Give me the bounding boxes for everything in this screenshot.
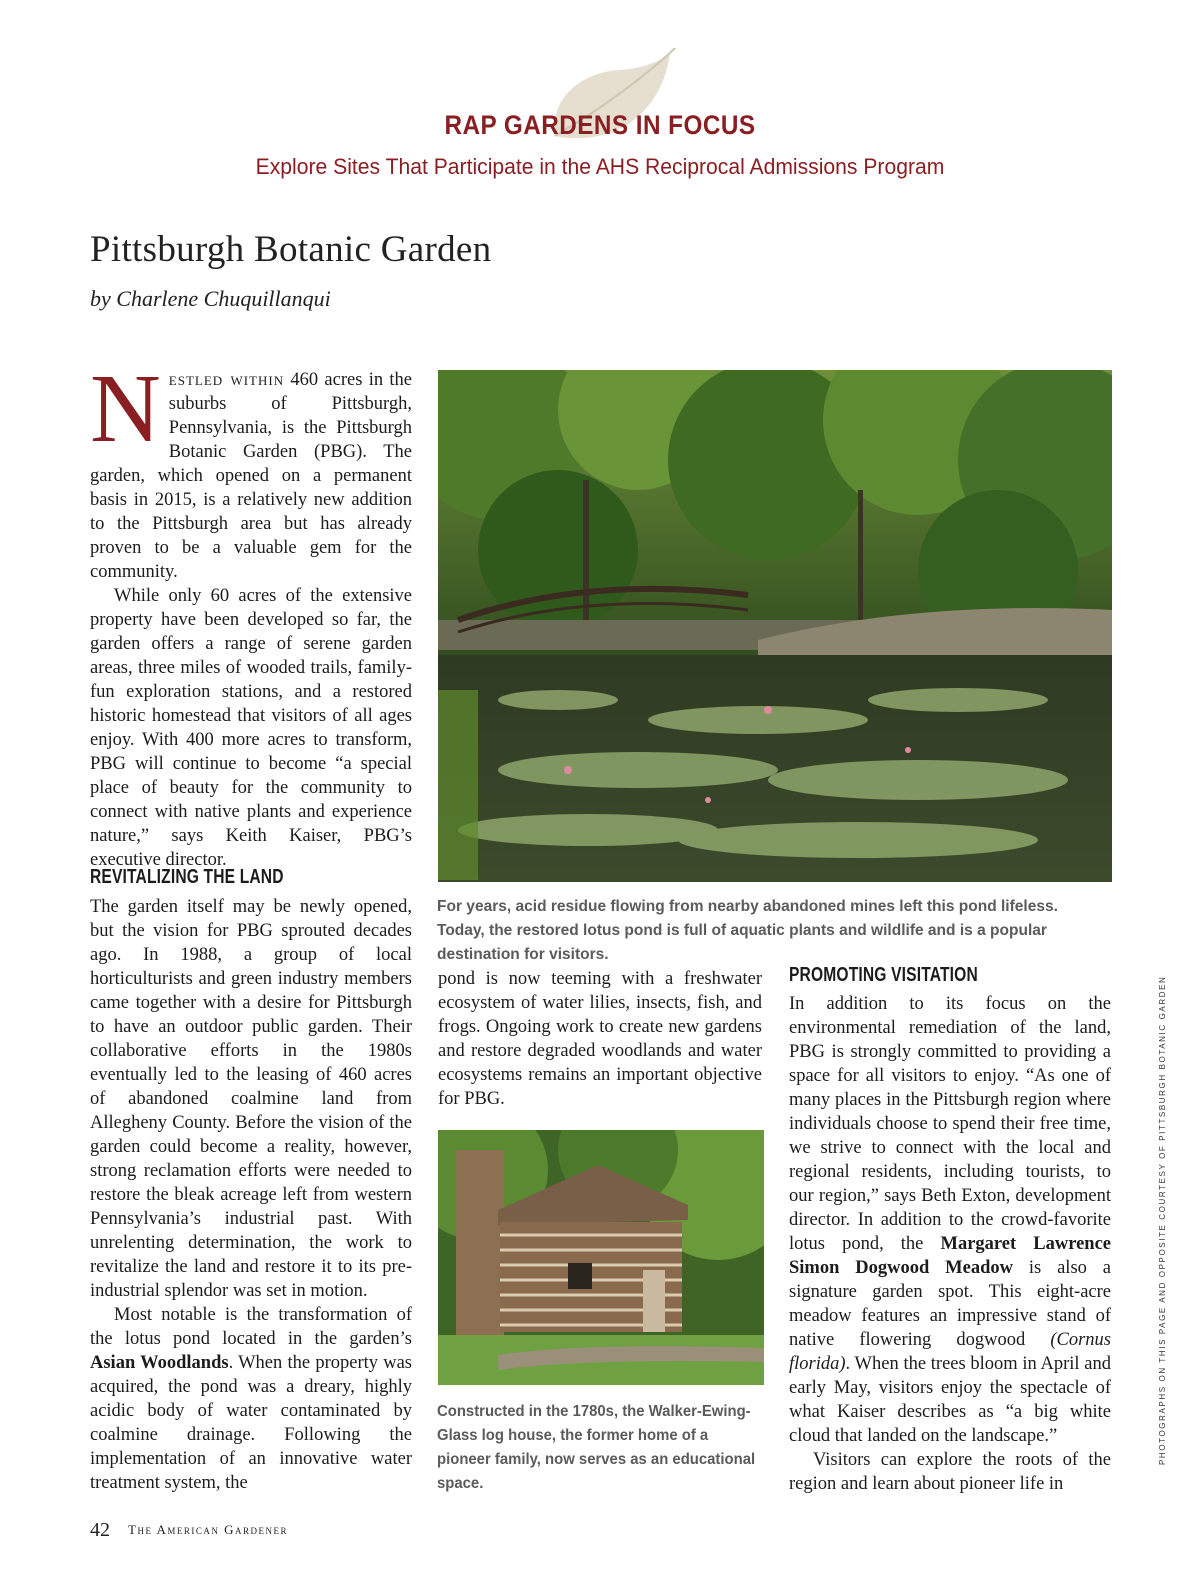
section-heading-promoting: PROMOTING VISITATION bbox=[789, 964, 978, 986]
pond-caption: For years, acid residue flowing from nearby abandoned mines left this pond lifeless. Today, the restored lotus pond is full of aquatic plants and wildlife and is a popular destination for visitors. bbox=[437, 898, 1058, 963]
drop-cap: N bbox=[90, 355, 161, 463]
cornus-florida-italic: (Cornus florida) bbox=[789, 1330, 1111, 1374]
paragraph-7: Visitors can explore the roots of the region and learn about pioneer life in bbox=[789, 1450, 1111, 1494]
byline: by Charlene Chuquillanqui bbox=[90, 286, 331, 311]
photo-credit: PHOTOGRAPHS ON THIS PAGE AND OPPOSITE COURTESY OF PITTSBURGH BOTANIC GARDEN bbox=[1158, 975, 1167, 1465]
left-column-lower bbox=[90, 895, 412, 1495]
log-house-caption: Constructed in the 1780s, the Walker-Ewing-Glass log house, the former home of a pioneer family, now serves as an educational space. bbox=[437, 1403, 756, 1492]
paragraph-4-text: Most notable is the transformation of the lotus pond located in the garden’s bbox=[90, 1305, 412, 1349]
paragraph-6-mid: is also a signature garden spot. This eight-acre meadow features an impressive stand of native flowering dogwood bbox=[789, 1258, 1111, 1350]
log-house-photo bbox=[438, 1130, 764, 1385]
asian-woodlands-bold: Asian Woodlands bbox=[90, 1353, 229, 1373]
right-column bbox=[789, 992, 1111, 1496]
magazine-name: The American Gardener bbox=[128, 1522, 288, 1537]
article-title: Pittsburgh Botanic Garden bbox=[90, 229, 492, 270]
section-title: RAP GARDENS IN FOCUS bbox=[444, 110, 756, 140]
intro-smallcaps: estled within bbox=[168, 370, 285, 390]
intro-text: 460 acres in the suburbs of Pittsburgh, Pennsylvania, is the Pittsburgh Botanic Garden (PBG). The garden, which opened on a permanent basis in 2015, is a relatively new addition to the Pittsburgh area but has already proven to be a valuable gem for the community. bbox=[90, 370, 412, 582]
paragraph-6 bbox=[789, 992, 1111, 1448]
paragraph-4-end: . When the property was acquired, the pond was a dreary, highly acidic body of water contaminated by coalmine drainage. Following the implementation of an innovative water treatment system, the bbox=[90, 1353, 412, 1493]
paragraph-2: While only 60 acres of the extensive property have been developed so far, the garden offers a range of serene garden areas, three miles of wooded trails, family-fun exploration stations, and a restored historic homestead that visitors of all ages enjoy. With 400 more acres to transform, PBG will continue to become “a special place of beauty for the community to connect with native plants and experience nature,” says Keith Kaiser, PBG’s executive director. bbox=[90, 586, 412, 870]
paragraph-6-end: . When the trees bloom in April and early May, visitors enjoy the spectacle of what Kaiser describes as “a big white cloud that landed on the landscape.” bbox=[789, 1354, 1111, 1446]
middle-column bbox=[438, 967, 762, 1111]
intro-column bbox=[90, 355, 412, 872]
page-number: 42 bbox=[90, 1519, 110, 1541]
section-heading-revitalizing: REVITALIZING THE LAND bbox=[90, 866, 284, 888]
dogwood-meadow-bold: Margaret Lawrence Simon Dogwood Meadow bbox=[789, 1234, 1111, 1278]
lotus-pond-photo bbox=[438, 370, 1112, 882]
paragraph-3: The garden itself may be newly opened, but the vision for PBG sprouted decades ago. In 1988, a group of local horticulturists and green industry members came together with a desire for Pittsburgh to have an outdoor public garden. Their collaborative efforts in the 1980s eventually led to the leasing of 460 acres of abandoned coalmine land from Allegheny County. Before the vision of the garden could become a reality, however, strong reclamation efforts were needed to restore the bleak acreage left from western Pennsylvania’s industrial past. With unrelenting determination, the work to revitalize the land and restore it to its pre-industrial splendor was set in motion. bbox=[90, 897, 412, 1301]
paragraph-5: pond is now teeming with a freshwater ecosystem of water lilies, insects, fish, and frogs. Ongoing work to create new gardens and restore degraded woodlands and water ecosystems remains an important objective for PBG. bbox=[438, 969, 762, 1109]
intro-paragraph bbox=[90, 355, 412, 584]
paragraph-4 bbox=[90, 1303, 412, 1495]
section-subtitle: Explore Sites That Participate in the AHS Reciprocal Admissions Program bbox=[255, 154, 945, 179]
paragraph-6-text: In addition to its focus on the environmental remediation of the land, PBG is strongly committed to providing a space for all visitors to enjoy. “As one of many places in the Pittsburgh region where individuals choose to spend their free time, we strive to connect with the local and regional residents, including tourists, to our region,” says Beth Exton, development director. In addition to the crowd-favorite lotus pond, the bbox=[789, 994, 1111, 1254]
